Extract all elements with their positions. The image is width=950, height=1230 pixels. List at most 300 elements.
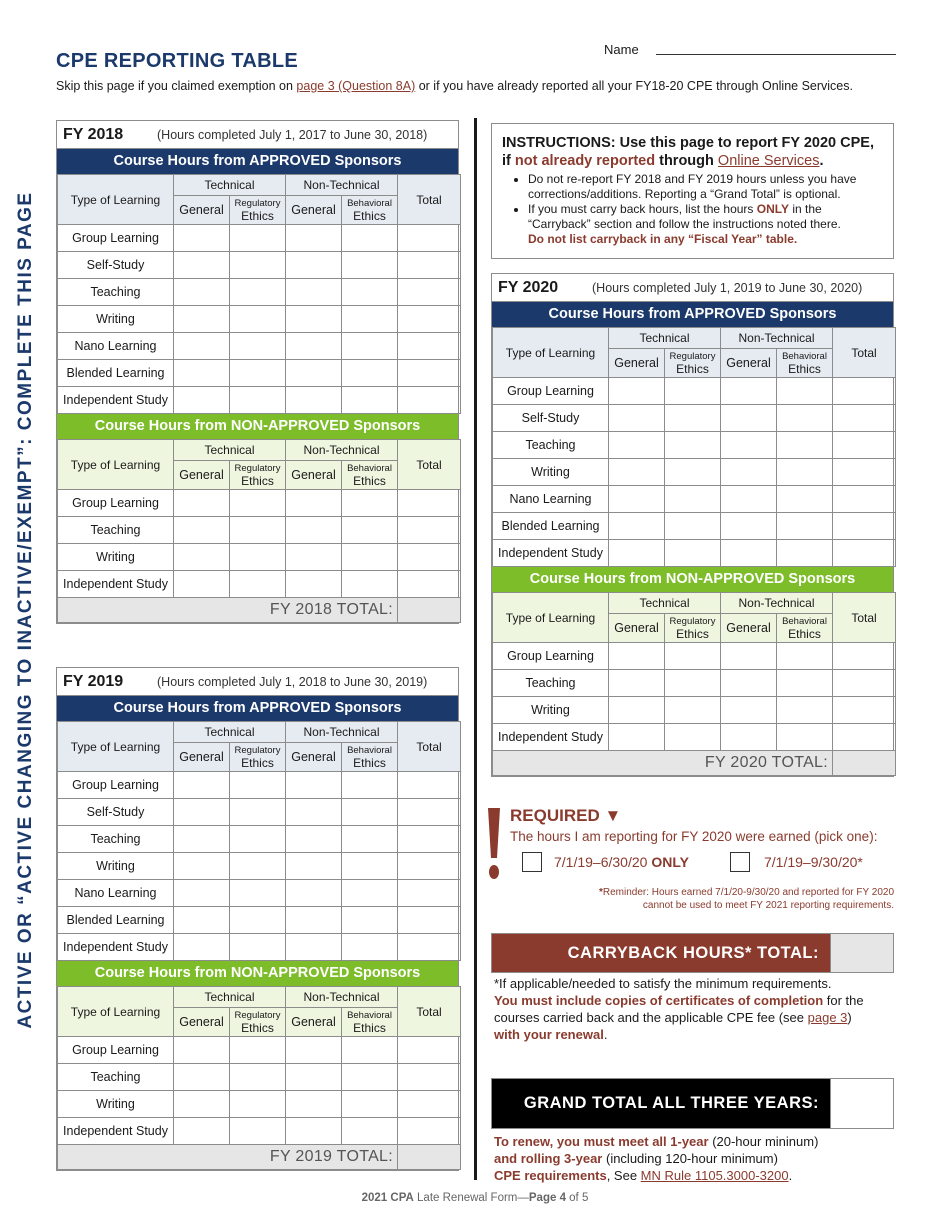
type-of-learning-header: Type of Learning (58, 722, 174, 772)
hours-cell[interactable] (230, 1064, 286, 1091)
hours-cell[interactable] (286, 360, 342, 387)
table-row (58, 799, 461, 826)
table-row (493, 378, 896, 405)
fy-total-field[interactable] (398, 598, 461, 623)
hours-cell[interactable] (230, 360, 286, 387)
hours-cell[interactable] (609, 670, 665, 697)
learning-type-label: Independent Study (493, 540, 609, 567)
hours-cell[interactable] (230, 544, 286, 571)
hours-cell[interactable] (665, 643, 721, 670)
total-cell[interactable] (833, 432, 896, 459)
fy-total-label: FY 2019 TOTAL: (58, 1145, 398, 1170)
hours-cell[interactable] (721, 540, 777, 567)
total-header: Total (398, 722, 461, 772)
hours-cell[interactable] (342, 880, 398, 907)
hours-cell[interactable] (342, 1091, 398, 1118)
hours-cell[interactable] (174, 360, 230, 387)
regulatory-ethics-header: Regulatory Ethics (230, 1008, 286, 1037)
hours-cell[interactable] (609, 486, 665, 513)
learning-type-label: Teaching (493, 670, 609, 697)
instructions-title: INSTRUCTIONS: Use this page to report FY 2020 CPE, if not already reported through Online Services. (502, 135, 874, 169)
hours-cell[interactable] (286, 799, 342, 826)
hours-cell[interactable] (174, 799, 230, 826)
hours-cell[interactable] (286, 333, 342, 360)
hours-cell[interactable] (230, 225, 286, 252)
hours-cell[interactable] (721, 405, 777, 432)
non-technical-header: Non-Technical (286, 440, 398, 461)
table-row (58, 306, 461, 333)
approved-hours-table (57, 174, 461, 414)
learning-type-label: Group Learning (58, 225, 174, 252)
hours-cell[interactable] (777, 540, 833, 567)
total-cell[interactable] (398, 772, 461, 799)
learning-type-label: Writing (493, 459, 609, 486)
hours-cell[interactable] (174, 880, 230, 907)
non-technical-header: Non-Technical (286, 175, 398, 196)
fy-header (57, 121, 458, 149)
hours-cell[interactable] (286, 1037, 342, 1064)
hours-cell[interactable] (230, 279, 286, 306)
hours-cell[interactable] (342, 1064, 398, 1091)
approved-sponsors-band: Course Hours from APPROVED Sponsors (57, 696, 458, 721)
nonapproved-hours-table (492, 592, 896, 776)
total-cell[interactable] (398, 853, 461, 880)
hours-cell[interactable] (286, 306, 342, 333)
learning-type-label: Self-Study (58, 799, 174, 826)
hours-cell[interactable] (230, 333, 286, 360)
hours-cell[interactable] (777, 643, 833, 670)
learning-type-label: Blended Learning (493, 513, 609, 540)
table-row (58, 279, 461, 306)
table-row (58, 907, 461, 934)
carryback-total-row (491, 933, 894, 973)
hours-cell[interactable] (342, 360, 398, 387)
total-header: Total (398, 987, 461, 1037)
hours-cell[interactable] (286, 1064, 342, 1091)
fy-year: FY 2018 (63, 125, 124, 143)
learning-type-label: Nano Learning (58, 880, 174, 907)
hours-cell[interactable] (665, 670, 721, 697)
hours-cell[interactable] (286, 571, 342, 598)
option2-label: 7/1/19–9/30/20* (764, 854, 863, 870)
hours-cell[interactable] (174, 1091, 230, 1118)
table-row (493, 697, 896, 724)
side-banner: ACTIVE OR “ACTIVE CHANGING TO INACTIVE/EXEMPT”: COMPLETE THIS PAGE (15, 191, 36, 1029)
total-cell[interactable] (398, 333, 461, 360)
learning-type-label: Independent Study (58, 571, 174, 598)
hours-cell[interactable] (342, 1037, 398, 1064)
general-header: General (174, 461, 230, 490)
hours-cell[interactable] (342, 826, 398, 853)
hours-cell[interactable] (777, 697, 833, 724)
hours-cell[interactable] (342, 544, 398, 571)
learning-type-label: Writing (493, 697, 609, 724)
general-header: General (609, 614, 665, 643)
hours-cell[interactable] (286, 853, 342, 880)
hours-cell[interactable] (230, 934, 286, 961)
table-row (493, 724, 896, 751)
hours-cell[interactable] (721, 643, 777, 670)
hours-cell[interactable] (286, 517, 342, 544)
hours-cell[interactable] (665, 540, 721, 567)
hours-cell[interactable] (777, 432, 833, 459)
total-cell[interactable] (398, 517, 461, 544)
hours-cell[interactable] (174, 333, 230, 360)
fy-total-row (58, 598, 461, 623)
hours-cell[interactable] (609, 724, 665, 751)
hours-cell[interactable] (665, 486, 721, 513)
hours-cell[interactable] (609, 405, 665, 432)
hours-cell[interactable] (665, 432, 721, 459)
table-row (493, 432, 896, 459)
hours-cell[interactable] (230, 306, 286, 333)
hours-cell[interactable] (342, 772, 398, 799)
hours-cell[interactable] (721, 486, 777, 513)
hours-cell[interactable] (609, 697, 665, 724)
type-of-learning-header: Type of Learning (58, 175, 174, 225)
approved-sponsors-band: Course Hours from APPROVED Sponsors (57, 149, 458, 174)
type-of-learning-header: Type of Learning (58, 440, 174, 490)
total-cell[interactable] (833, 405, 896, 432)
table-row (493, 459, 896, 486)
table-row (493, 643, 896, 670)
page3-link[interactable]: page 3 (Question 8A) (296, 79, 416, 93)
total-cell[interactable] (398, 907, 461, 934)
table-row (58, 490, 461, 517)
hours-cell[interactable] (665, 513, 721, 540)
name-label: Name (604, 42, 639, 57)
hours-cell[interactable] (230, 799, 286, 826)
total-cell[interactable] (833, 486, 896, 513)
total-header: Total (398, 175, 461, 225)
hours-cell[interactable] (230, 571, 286, 598)
type-of-learning-header: Type of Learning (493, 328, 609, 378)
hours-cell[interactable] (777, 670, 833, 697)
required-heading: REQUIRED ▼ (510, 806, 622, 825)
table-row (58, 1118, 461, 1145)
learning-type-label: Writing (58, 306, 174, 333)
general-header: General (174, 196, 230, 225)
hours-cell[interactable] (230, 1118, 286, 1145)
carryback-label: CARRYBACK HOURS* TOTAL: (567, 944, 819, 962)
learning-type-label: Writing (58, 544, 174, 571)
hours-cell[interactable] (665, 459, 721, 486)
table-row (58, 853, 461, 880)
hours-cell[interactable] (342, 252, 398, 279)
learning-type-label: Writing (58, 853, 174, 880)
total-cell[interactable] (398, 306, 461, 333)
hours-cell[interactable] (174, 387, 230, 414)
learning-type-label: Teaching (58, 517, 174, 544)
hours-cell[interactable] (286, 490, 342, 517)
fy-year: FY 2019 (63, 672, 124, 690)
total-cell[interactable] (398, 279, 461, 306)
hours-cell[interactable] (609, 378, 665, 405)
hours-cell[interactable] (286, 772, 342, 799)
technical-header: Technical (174, 722, 286, 743)
total-cell[interactable] (833, 540, 896, 567)
hours-cell[interactable] (721, 378, 777, 405)
table-row (493, 513, 896, 540)
regulatory-ethics-header: Regulatory Ethics (665, 614, 721, 643)
page3-fee-link[interactable]: page 3 (807, 1010, 848, 1025)
grand-total-row (491, 1078, 894, 1129)
hours-cell[interactable] (230, 826, 286, 853)
hours-cell[interactable] (777, 486, 833, 513)
table-row (58, 772, 461, 799)
hours-cell[interactable] (174, 517, 230, 544)
hours-cell[interactable] (342, 333, 398, 360)
hours-cell[interactable] (721, 697, 777, 724)
page-footer: 2021 CPA Late Renewal Form—Page 4 of 5 (361, 1192, 589, 1204)
total-cell[interactable] (833, 724, 896, 751)
table-row (493, 405, 896, 432)
hours-cell[interactable] (609, 432, 665, 459)
general-header: General (286, 461, 342, 490)
hours-cell[interactable] (342, 490, 398, 517)
total-cell[interactable] (398, 544, 461, 571)
table-row (58, 880, 461, 907)
nonapproved-hours-table (57, 439, 461, 623)
learning-type-label: Teaching (493, 432, 609, 459)
hours-cell[interactable] (174, 772, 230, 799)
hours-cell[interactable] (609, 540, 665, 567)
hours-cell[interactable] (174, 490, 230, 517)
learning-type-label: Group Learning (493, 378, 609, 405)
hours-cell[interactable] (174, 225, 230, 252)
hours-cell[interactable] (342, 517, 398, 544)
hours-cell[interactable] (342, 306, 398, 333)
mn-rule-link[interactable]: MN Rule 1105.3000-3200 (640, 1168, 789, 1183)
table-row (58, 826, 461, 853)
required-question: The hours I am reporting for FY 2020 were earned (pick one): (510, 829, 878, 844)
hours-cell[interactable] (230, 387, 286, 414)
hours-cell[interactable] (230, 490, 286, 517)
option1-checkbox[interactable] (522, 852, 542, 872)
learning-type-label: Writing (58, 1091, 174, 1118)
learning-type-label: Group Learning (58, 772, 174, 799)
hours-cell[interactable] (286, 907, 342, 934)
hours-cell[interactable] (342, 387, 398, 414)
hours-cell[interactable] (286, 826, 342, 853)
table-row (493, 670, 896, 697)
fy-range: (Hours completed July 1, 2017 to June 30, 2018) (157, 127, 428, 142)
learning-type-label: Nano Learning (58, 333, 174, 360)
hours-cell[interactable] (777, 405, 833, 432)
learning-type-label: Teaching (58, 279, 174, 306)
technical-header: Technical (174, 987, 286, 1008)
total-cell[interactable] (833, 459, 896, 486)
fy-total-field[interactable] (398, 1145, 461, 1170)
hours-cell[interactable] (665, 405, 721, 432)
learning-type-label: Independent Study (493, 724, 609, 751)
total-cell[interactable] (398, 880, 461, 907)
carryback-total-field[interactable] (830, 934, 893, 972)
total-cell[interactable] (398, 799, 461, 826)
behavioral-ethics-header: Behavioral Ethics (777, 349, 833, 378)
total-header: Total (833, 328, 896, 378)
fy-year: FY 2020 (498, 278, 559, 296)
hours-cell[interactable] (342, 1118, 398, 1145)
hours-cell[interactable] (609, 643, 665, 670)
hours-cell[interactable] (174, 826, 230, 853)
hours-cell[interactable] (174, 1118, 230, 1145)
hours-cell[interactable] (342, 279, 398, 306)
hours-cell[interactable] (174, 1064, 230, 1091)
total-cell[interactable] (833, 378, 896, 405)
hours-cell[interactable] (777, 378, 833, 405)
behavioral-ethics-header: Behavioral Ethics (342, 1008, 398, 1037)
hours-cell[interactable] (665, 378, 721, 405)
table-row (493, 540, 896, 567)
general-header: General (609, 349, 665, 378)
column-divider (474, 118, 477, 1180)
hours-cell[interactable] (342, 799, 398, 826)
hours-cell[interactable] (174, 279, 230, 306)
hours-cell[interactable] (230, 517, 286, 544)
hours-cell[interactable] (665, 724, 721, 751)
technical-header: Technical (609, 328, 721, 349)
hours-cell[interactable] (609, 459, 665, 486)
hours-cell[interactable] (721, 432, 777, 459)
total-cell[interactable] (398, 360, 461, 387)
hours-cell[interactable] (286, 934, 342, 961)
hours-cell[interactable] (721, 513, 777, 540)
hours-cell[interactable] (230, 880, 286, 907)
hours-cell[interactable] (342, 571, 398, 598)
total-cell[interactable] (833, 697, 896, 724)
hours-cell[interactable] (286, 387, 342, 414)
hours-cell[interactable] (286, 1118, 342, 1145)
total-cell[interactable] (398, 1064, 461, 1091)
type-of-learning-header: Type of Learning (58, 987, 174, 1037)
total-cell[interactable] (398, 252, 461, 279)
table-row (58, 360, 461, 387)
non-technical-header: Non-Technical (286, 722, 398, 743)
hours-cell[interactable] (286, 225, 342, 252)
total-cell[interactable] (398, 1037, 461, 1064)
hours-cell[interactable] (174, 907, 230, 934)
total-cell[interactable] (833, 643, 896, 670)
instructions-box (491, 123, 894, 259)
hours-cell[interactable] (777, 724, 833, 751)
technical-header: Technical (174, 175, 286, 196)
hours-cell[interactable] (230, 1091, 286, 1118)
general-header: General (721, 614, 777, 643)
total-cell[interactable] (398, 225, 461, 252)
non-technical-header: Non-Technical (721, 593, 833, 614)
hours-cell[interactable] (174, 571, 230, 598)
hours-cell[interactable] (777, 513, 833, 540)
hours-cell[interactable] (342, 853, 398, 880)
hours-cell[interactable] (342, 225, 398, 252)
hours-cell[interactable] (665, 697, 721, 724)
total-cell[interactable] (833, 513, 896, 540)
hours-cell[interactable] (342, 934, 398, 961)
hours-cell[interactable] (174, 853, 230, 880)
hours-cell[interactable] (609, 513, 665, 540)
learning-type-label: Group Learning (493, 643, 609, 670)
hours-cell[interactable] (721, 670, 777, 697)
nonapproved-sponsors-band: Course Hours from NON-APPROVED Sponsors (492, 567, 893, 592)
table-row (58, 252, 461, 279)
total-cell[interactable] (398, 387, 461, 414)
total-cell[interactable] (833, 670, 896, 697)
hours-cell[interactable] (174, 1037, 230, 1064)
behavioral-ethics-header: Behavioral Ethics (342, 461, 398, 490)
hours-cell[interactable] (286, 880, 342, 907)
table-row (58, 1037, 461, 1064)
fy-range: (Hours completed July 1, 2018 to June 30, 2019) (157, 674, 428, 689)
hours-cell[interactable] (230, 907, 286, 934)
hours-cell[interactable] (777, 459, 833, 486)
hours-cell[interactable] (342, 907, 398, 934)
fy-range: (Hours completed July 1, 2019 to June 30, 2020) (592, 280, 863, 295)
hours-cell[interactable] (286, 279, 342, 306)
table-row (493, 486, 896, 513)
carryback-note: *If applicable/needed to satisfy the minimum requirements. You must include copies of certificates of completion for the courses carried back and the applicable CPE fee (see page 3) with your renewal. (494, 976, 864, 1042)
total-header: Total (833, 593, 896, 643)
table-row (58, 1064, 461, 1091)
fy-header (57, 668, 458, 696)
hours-cell[interactable] (174, 306, 230, 333)
hours-cell[interactable] (721, 459, 777, 486)
grand-total-note: To renew, you must meet all 1-year (20-hour mininum) and rolling 3-year (including 120-hour minimum) CPE requirements, See MN Rule 1105.3000-3200. (494, 1134, 819, 1183)
hours-cell[interactable] (286, 252, 342, 279)
hours-cell[interactable] (230, 772, 286, 799)
hours-cell[interactable] (286, 1091, 342, 1118)
learning-type-label: Blended Learning (58, 360, 174, 387)
total-cell[interactable] (398, 1091, 461, 1118)
skip-instruction: Skip this page if you claimed exemption on page 3 (Question 8A) or if you have already reported all your FY18-20 CPE through Online Services. (56, 79, 853, 93)
total-cell[interactable] (398, 934, 461, 961)
non-technical-header: Non-Technical (721, 328, 833, 349)
type-of-learning-header: Type of Learning (493, 593, 609, 643)
hours-cell[interactable] (721, 724, 777, 751)
fy-total-label: FY 2020 TOTAL: (493, 751, 833, 776)
hours-cell[interactable] (174, 934, 230, 961)
regulatory-ethics-header: Regulatory Ethics (665, 349, 721, 378)
hours-cell[interactable] (230, 853, 286, 880)
table-row (58, 544, 461, 571)
name-field[interactable] (656, 54, 896, 55)
fy-total-row (493, 751, 896, 776)
hours-cell[interactable] (230, 1037, 286, 1064)
fy-header (492, 274, 893, 302)
fy-total-label: FY 2018 TOTAL: (58, 598, 398, 623)
hours-cell[interactable] (286, 544, 342, 571)
exclamation-icon (486, 808, 502, 880)
online-services-link[interactable]: Online Services (717, 153, 820, 169)
option2-checkbox[interactable] (730, 852, 750, 872)
total-cell[interactable] (398, 490, 461, 517)
total-cell[interactable] (398, 571, 461, 598)
total-cell[interactable] (398, 1118, 461, 1145)
fy2018-table (56, 120, 459, 624)
hours-cell[interactable] (174, 544, 230, 571)
approved-hours-table (492, 327, 896, 567)
hours-cell[interactable] (174, 252, 230, 279)
grand-total-field[interactable] (830, 1079, 893, 1128)
table-row (58, 517, 461, 544)
behavioral-ethics-header: Behavioral Ethics (342, 743, 398, 772)
hours-cell[interactable] (230, 252, 286, 279)
learning-type-label: Group Learning (58, 490, 174, 517)
general-header: General (286, 196, 342, 225)
learning-type-label: Self-Study (493, 405, 609, 432)
total-cell[interactable] (398, 826, 461, 853)
fy-total-field[interactable] (833, 751, 896, 776)
